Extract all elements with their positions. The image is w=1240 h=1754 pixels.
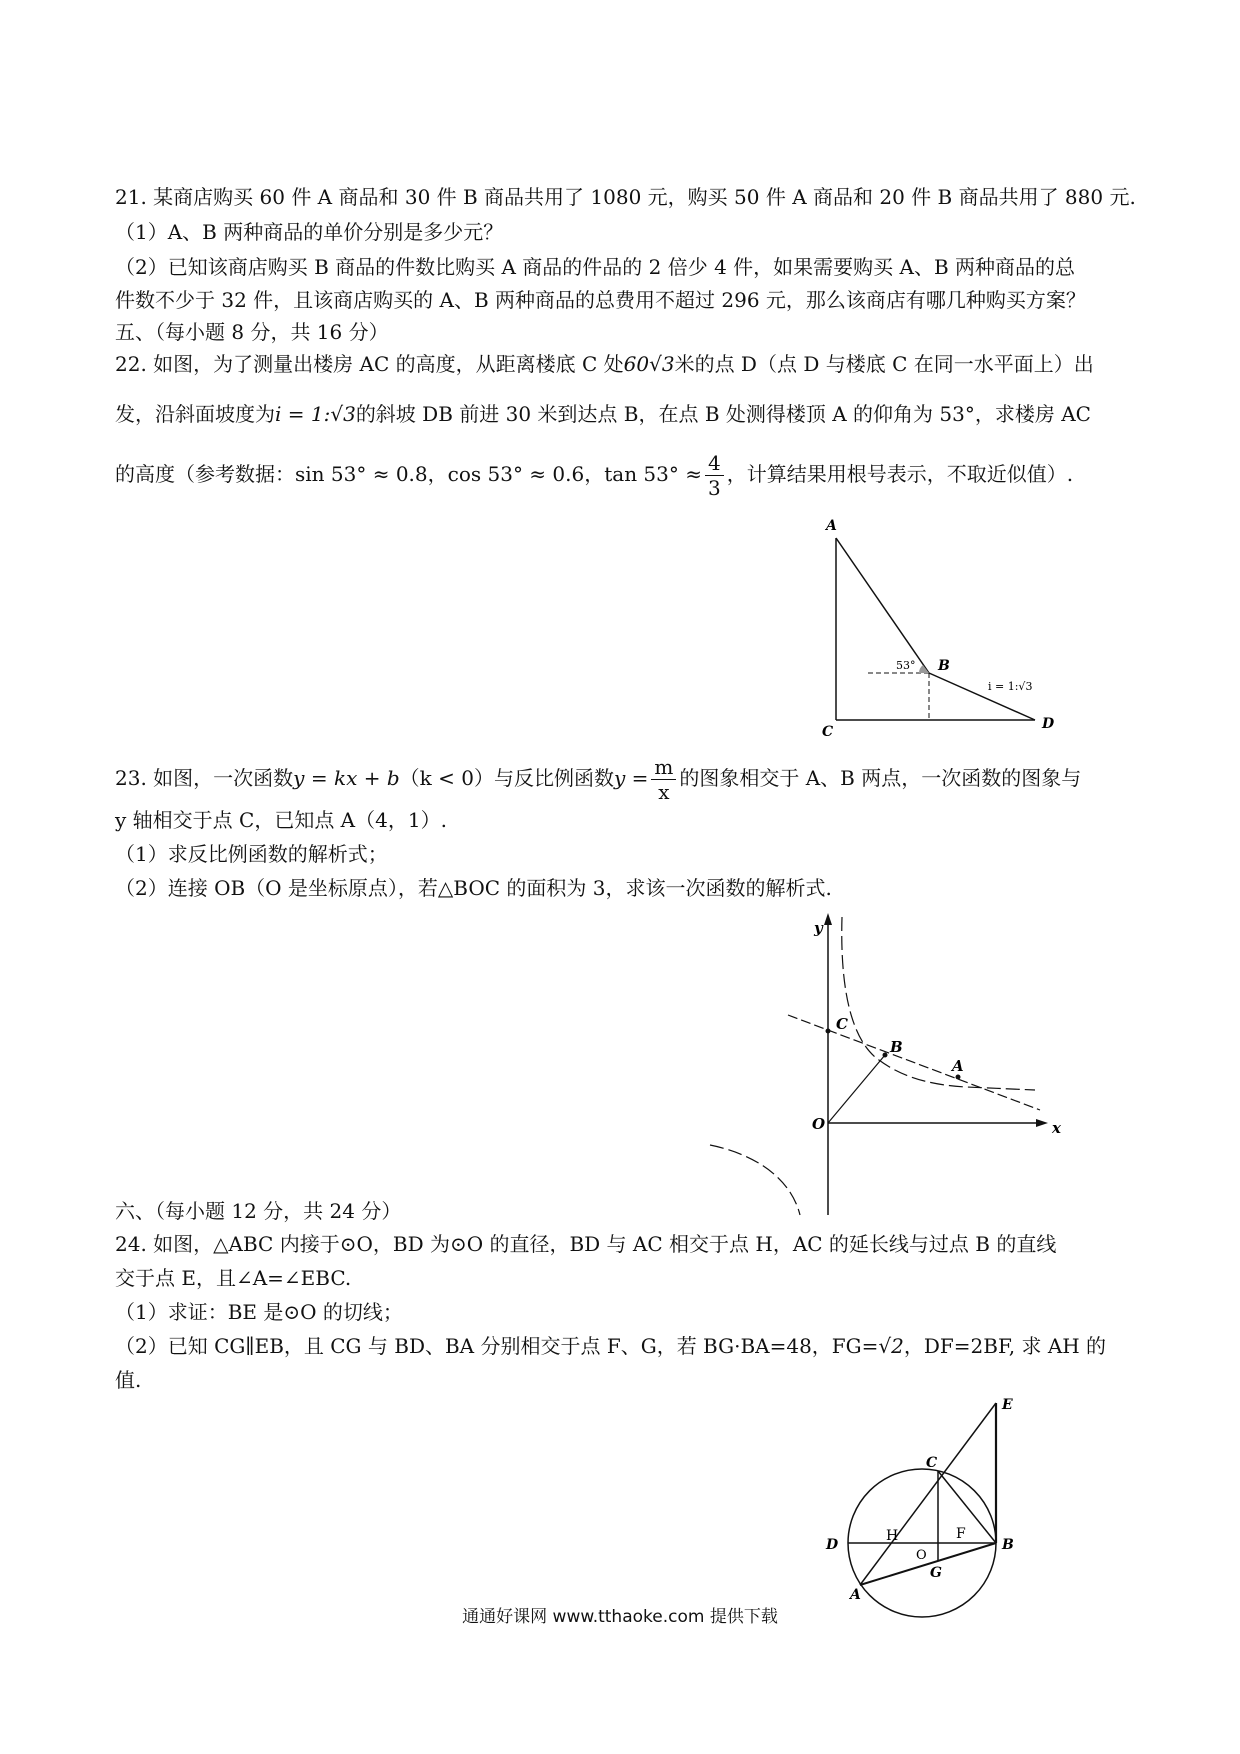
q24-line2: 交于点 E，且∠A=∠EBC. bbox=[115, 1266, 352, 1290]
q22-distance-expr: 60√3 bbox=[623, 352, 675, 376]
q22-slope-expr: i = 1:√3 bbox=[275, 402, 356, 426]
q23-line2: y 轴相交于点 C，已知点 A（4，1）. bbox=[115, 808, 447, 832]
q23-inverse-fraction bbox=[651, 755, 676, 804]
q24-fg-value: √2 bbox=[878, 1334, 904, 1358]
q21-part2-line2: 件数不少于 32 件，且该商店购买的 A、B 两种商品的总费用不超过 296 元，那么该商店有哪几种购买方案？ bbox=[115, 288, 1086, 312]
q22-line2-text-a: 发，沿斜面坡度为 bbox=[115, 402, 275, 426]
q22-label-D: D bbox=[1042, 716, 1055, 732]
q24-label-F: F bbox=[956, 1526, 966, 1542]
q21-stem: 21. 某商店购买 60 件 A 商品和 30 件 B 商品共用了 1080 元，购买 50 件 A 商品和 20 件 B 商品共用了 880 元. bbox=[115, 185, 1136, 209]
q23-axis-x-label: x bbox=[1052, 1119, 1061, 1137]
q24-label-G: G bbox=[930, 1565, 942, 1581]
q21-part1: （1）A、B 两种商品的单价分别是多少元？ bbox=[115, 220, 504, 244]
q22-label-B: B bbox=[938, 658, 950, 674]
q23-label-B: B bbox=[890, 1038, 903, 1056]
q22-line2 bbox=[115, 400, 1091, 428]
q23-label-A: A bbox=[952, 1057, 964, 1075]
q24-label-C: C bbox=[926, 1455, 938, 1471]
q22-line2-text-b: 的斜坡 DB 前进 30 米到达点 B，在点 B 处测得楼顶 A 的仰角为 53°，求楼房 AC bbox=[355, 402, 1091, 426]
q24-part1: （1）求证：BE 是⊙O 的切线； bbox=[115, 1300, 403, 1324]
q21-part2-line1: （2）已知该商店购买 B 商品的件数比购买 A 商品的件品的 2 倍少 4 件，如果需要购买 A、B 两种商品的总 bbox=[115, 255, 1076, 279]
q24-part2-text-b: ，DF=2BF, 求 AH 的 bbox=[903, 1334, 1107, 1358]
q22-label-C: C bbox=[822, 724, 834, 740]
q23-linear-eq: y = kx + b bbox=[293, 766, 400, 790]
q24-line1: 24. 如图，△ABC 内接于⊙O，BD 为⊙O 的直径，BD 与 AC 相交于点 H，AC 的延长线与过点 B 的直线 bbox=[115, 1232, 1057, 1256]
q22-angle-label: 53° bbox=[896, 659, 916, 672]
q24-label-A: A bbox=[850, 1587, 861, 1603]
q23-condition: （k < 0） bbox=[399, 766, 494, 790]
q24-part2-line2: 值. bbox=[115, 1368, 142, 1392]
q23-part1: （1）求反比例函数的解析式； bbox=[115, 842, 388, 866]
q23-fraction-denominator: x bbox=[658, 780, 670, 804]
q24-part2-line1 bbox=[115, 1332, 1106, 1360]
q22-tan-denominator: 3 bbox=[708, 476, 721, 500]
q24-label-E: E bbox=[1002, 1397, 1013, 1413]
section-six-heading: 六、（每小题 12 分，共 24 分） bbox=[115, 1199, 402, 1223]
q23-inverse-y: y = bbox=[613, 766, 649, 790]
q24-label-B: B bbox=[1002, 1537, 1014, 1553]
q22-slope-label: i = 1:√3 bbox=[988, 680, 1033, 693]
q23-line1 bbox=[115, 750, 1081, 806]
q22-line1-text-b: 米的点 D（点 D 与楼底 C 在同一水平面上）出 bbox=[674, 352, 1094, 376]
section-five-heading: 五、（每小题 8 分，共 16 分） bbox=[115, 320, 389, 344]
q22-tan-ref: tan 53° ≈ bbox=[604, 462, 702, 486]
q22-line3-text-b: ，计算结果用根号表示，不取近似值）. bbox=[726, 462, 1074, 486]
q23-line1-text-a: 23. 如图，一次函数 bbox=[115, 766, 294, 790]
q23-part2: （2）连接 OB（O 是坐标原点），若△BOC 的面积为 3，求该一次函数的解析式. bbox=[115, 876, 832, 900]
q23-figure bbox=[690, 905, 1100, 1225]
q24-label-O: O bbox=[916, 1548, 927, 1563]
q22-line1-text-a: 22. 如图，为了测量出楼房 AC 的高度，从距离楼底 C 处 bbox=[115, 352, 624, 376]
q23-line1-text-b: 与反比例函数 bbox=[493, 766, 614, 790]
q22-tan-numerator: 4 bbox=[705, 451, 724, 476]
page-footer: 通通好课网 www.tthaoke.com 提供下载 bbox=[462, 1607, 778, 1627]
q22-sin-ref: sin 53° ≈ 0.8 bbox=[295, 462, 428, 486]
q22-figure bbox=[810, 510, 1070, 740]
q23-axis-y-label: y bbox=[814, 919, 823, 937]
q23-line1-text-c: 的图象相交于 A、B 两点，一次函数的图象与 bbox=[679, 766, 1082, 790]
q22-label-A: A bbox=[826, 518, 837, 534]
q23-label-C: C bbox=[836, 1015, 848, 1033]
q24-part2-text-a: （2）已知 CG∥EB，且 CG 与 BD、BA 分别相交于点 F、G，若 BG·BA=48，FG= bbox=[115, 1334, 879, 1358]
q24-label-H: H bbox=[886, 1528, 899, 1544]
q22-tan-fraction bbox=[705, 451, 724, 500]
q22-line3-text-a: 的高度（参考数据： bbox=[115, 462, 295, 486]
q22-cos-ref: cos 53° ≈ 0.6 bbox=[447, 462, 585, 486]
q24-label-D: D bbox=[826, 1537, 839, 1553]
q24-figure bbox=[820, 1395, 1020, 1603]
q23-fraction-numerator: m bbox=[651, 755, 676, 780]
q23-label-O: O bbox=[812, 1115, 826, 1133]
q22-line1 bbox=[115, 350, 1094, 378]
q22-line3: 的高度（参考数据：sin 53° ≈ 0.8，cos 53° ≈ 0.6，tan 53° ≈ $\frac{4}{3}$ ，计算结果用根号表示，不取近似值）. bbox=[115, 451, 1074, 500]
